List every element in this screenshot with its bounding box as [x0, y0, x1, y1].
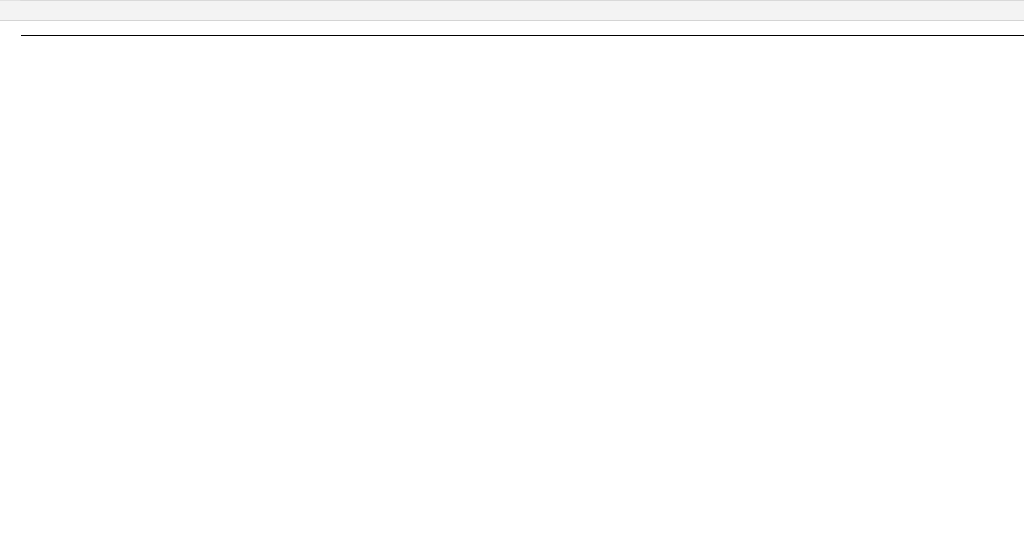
column-header-bar: [0, 0, 1024, 21]
row-number[interactable]: [0, 0, 21, 1]
header-row: [21, 0, 1024, 1]
hidden-row-gap: [21, 20, 1024, 36]
